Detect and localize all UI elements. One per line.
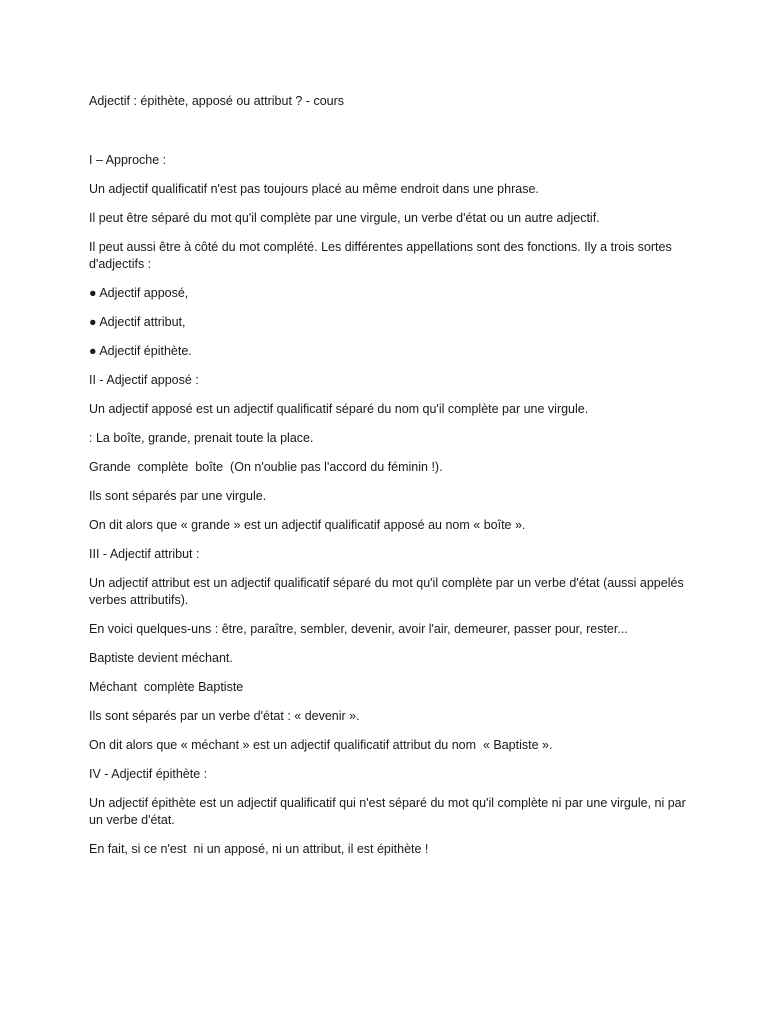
paragraph: Méchant complète Baptiste xyxy=(89,680,244,694)
paragraph: En fait, si ce n'est ni un apposé, ni un attribut, il est épithète ! xyxy=(89,842,429,856)
paragraph: Grande complète boîte (On n'oublie pas l'accord du féminin !). xyxy=(89,460,443,474)
paragraph: Il peut être séparé du mot qu'il complète par une virgule, un verbe d'état ou un autre adjectif. xyxy=(89,211,600,225)
paragraph: Il peut aussi être à côté du mot complété. Les différentes appellations sont des fonctions. Ily a trois sortes d'adjectifs : xyxy=(89,240,676,271)
paragraph: On dit alors que « grande » est un adjectif qualificatif apposé au nom « boîte ». xyxy=(89,518,526,532)
section-heading-attribut: III - Adjectif attribut : xyxy=(89,547,200,561)
paragraph: Un adjectif épithète est un adjectif qualificatif qui n'est séparé du mot qu'il complète ni par une virgule, ni par un verbe d'état. xyxy=(89,796,690,827)
paragraph: En voici quelques-uns : être, paraître, sembler, devenir, avoir l'air, demeurer, passer pour, rester... xyxy=(89,622,628,636)
paragraph: Ils sont séparés par un verbe d'état : « devenir ». xyxy=(89,709,360,723)
paragraph: Ils sont séparés par une virgule. xyxy=(89,489,267,503)
paragraph: Un adjectif attribut est un adjectif qualificatif séparé du mot qu'il complète par un verbe d'état (aussi appelés verbes attributifs). xyxy=(89,576,688,607)
paragraph: Un adjectif qualificatif n'est pas toujours placé au même endroit dans une phrase. xyxy=(89,182,539,196)
bullet-item: ● Adjectif épithète. xyxy=(89,344,192,358)
paragraph: Un adjectif apposé est un adjectif qualificatif séparé du nom qu'il complète par une virgule. xyxy=(89,402,589,416)
section-heading-epithete: IV - Adjectif épithète : xyxy=(89,767,208,781)
paragraph: On dit alors que « méchant » est un adjectif qualificatif attribut du nom « Baptiste ». xyxy=(89,738,553,752)
section-heading-appose: II - Adjectif apposé : xyxy=(89,373,199,387)
example-sentence: : La boîte, grande, prenait toute la place. xyxy=(89,431,314,445)
bullet-item: ● Adjectif attribut, xyxy=(89,315,186,329)
bullet-item: ● Adjectif apposé, xyxy=(89,286,189,300)
section-heading-approche: I – Approche : xyxy=(89,153,167,167)
example-sentence: Baptiste devient méchant. xyxy=(89,651,233,665)
document-page xyxy=(89,93,689,870)
document-title: Adjectif : épithète, apposé ou attribut ? - cours xyxy=(89,94,345,108)
